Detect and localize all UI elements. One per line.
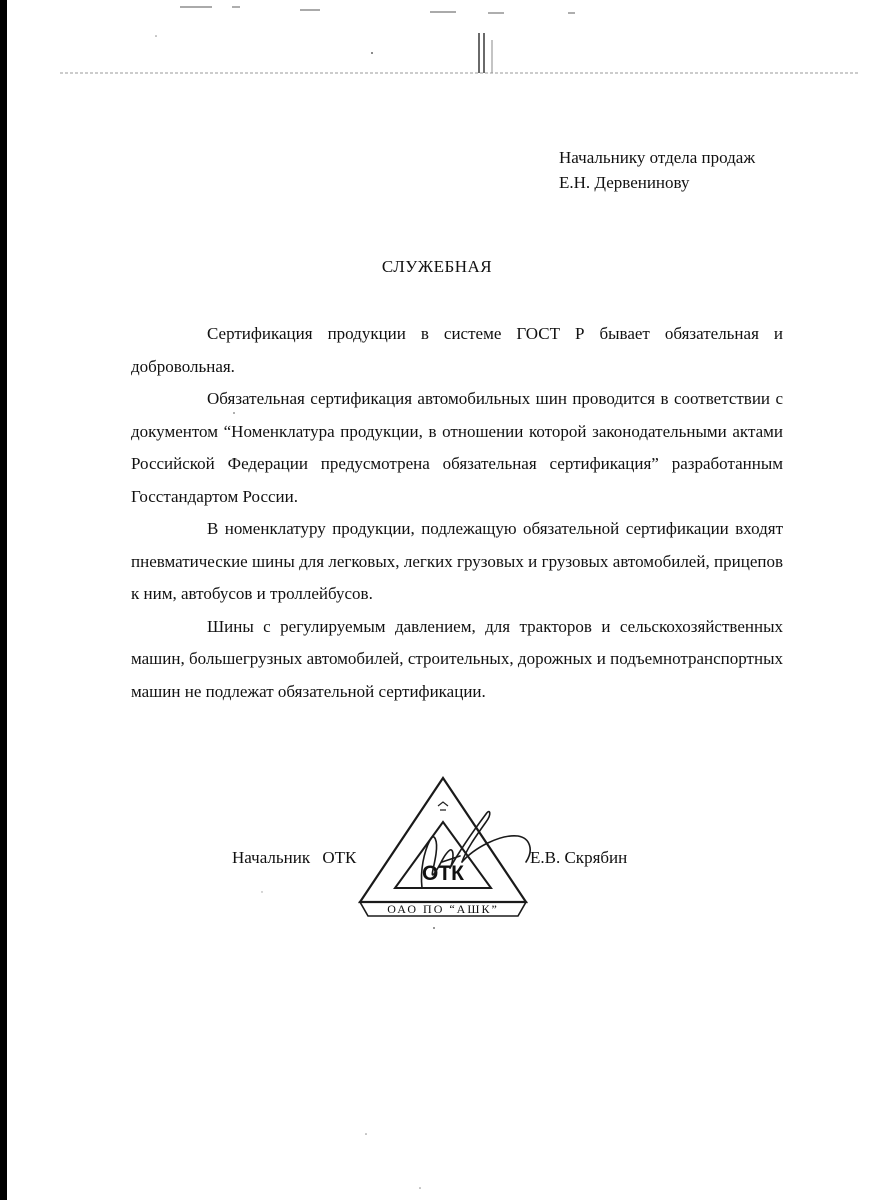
document-title: СЛУЖЕБНАЯ <box>381 257 493 276</box>
addressee-block <box>559 145 755 195</box>
paragraph-1: Сертификация продукции в системе ГОСТ Р бывает обязательная и добровольная. <box>131 324 783 376</box>
signatory-position: Начальник ОТК <box>232 848 357 867</box>
paragraph-4: Шины с регулируемым давлением, для тракторов и сельскохозяйственных машин, большегрузных автомобилей, строительных, дорожных и подъемнотранспортных машин не подлежат обязательной сертификации. <box>131 616 783 701</box>
stamp-center-text: ОТК <box>422 862 464 885</box>
signatory-name: Е.В. Скрябин <box>530 848 628 867</box>
stamp-bottom-text: ОАО ПО “АШК” <box>387 902 499 916</box>
addressee-name: Е.Н. Дервенинову <box>559 173 690 192</box>
scan-left-edge <box>0 0 7 1200</box>
scan-header-artifacts <box>0 0 874 90</box>
memo-body <box>131 318 783 708</box>
otk-stamp <box>350 770 540 930</box>
paragraph-2: Обязательная сертификация автомобильных шин проводится в соответствии с документом “Номенклатура продукции, в отношении которой законодательными актами Российской Федерации предусмотрена обязательная сертификация” разработанным Госстандартом России. <box>131 389 783 506</box>
paragraph-3: В номенклатуру продукции, подлежащую обязательной сертификации входят пневматические шины для легковых, легких грузовых и грузовых автомобилей, прицепов к ним, автобусов и троллейбусов. <box>131 519 783 603</box>
addressee-position: Начальнику отдела продаж <box>559 148 756 167</box>
